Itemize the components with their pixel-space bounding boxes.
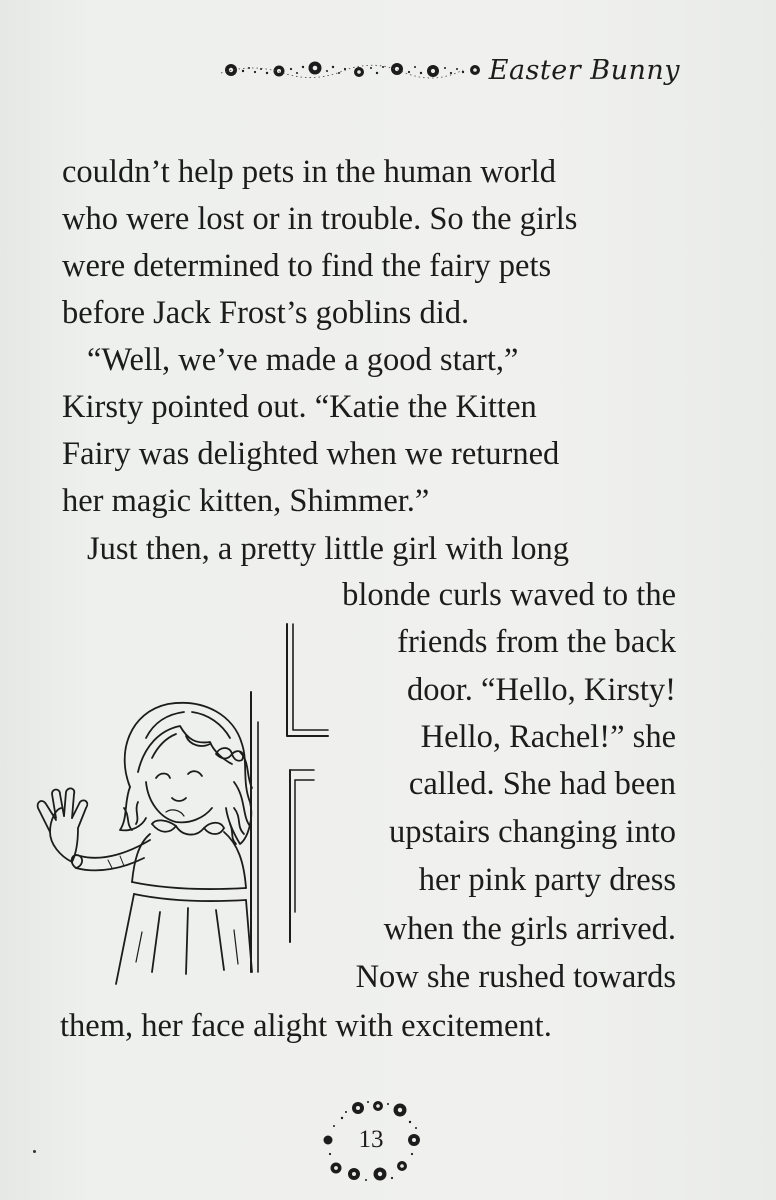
text-line: were determined to find the fairy pets [62, 248, 552, 284]
text-line: before Jack Frost’s goblins did. [62, 295, 470, 331]
text-line: them, her face alight with excitement. [60, 1008, 552, 1044]
text-line: Just then, a pretty little girl with long [87, 531, 570, 567]
running-header [213, 50, 680, 90]
girl-waving-illustration-icon [20, 612, 340, 1007]
text-line: when the girls arrived. [383, 911, 676, 947]
text-line: her magic kitten, Shimmer.” [62, 483, 430, 519]
flower-vine-ornament-icon [213, 55, 483, 85]
text-line: Now she rushed towards [355, 959, 676, 995]
text-line: upstairs changing into [388, 814, 676, 850]
text-line: Kirsty pointed out. “Katie the Kitten [62, 389, 537, 425]
text-line: “Well, we’ve made a good start,” [87, 342, 519, 378]
text-line: her pink party dress [418, 862, 676, 898]
text-line: friends from the back [397, 624, 676, 660]
print-speck [33, 1150, 36, 1153]
text-line: couldn’t help pets in the human world [62, 154, 557, 190]
text-line: called. She had been [408, 766, 676, 802]
running-title: Easter Bunny [488, 54, 680, 86]
page-number: 13 [358, 1126, 384, 1153]
text-line: door. “Hello, Kirsty! [407, 672, 676, 708]
text-line: who were lost or in trouble. So the girls [62, 201, 578, 237]
text-line: blonde curls waved to the [342, 577, 676, 613]
text-line: Hello, Rachel!” she [420, 719, 676, 755]
text-line: Fairy was delighted when we returned [62, 436, 560, 472]
folio [316, 1096, 426, 1184]
